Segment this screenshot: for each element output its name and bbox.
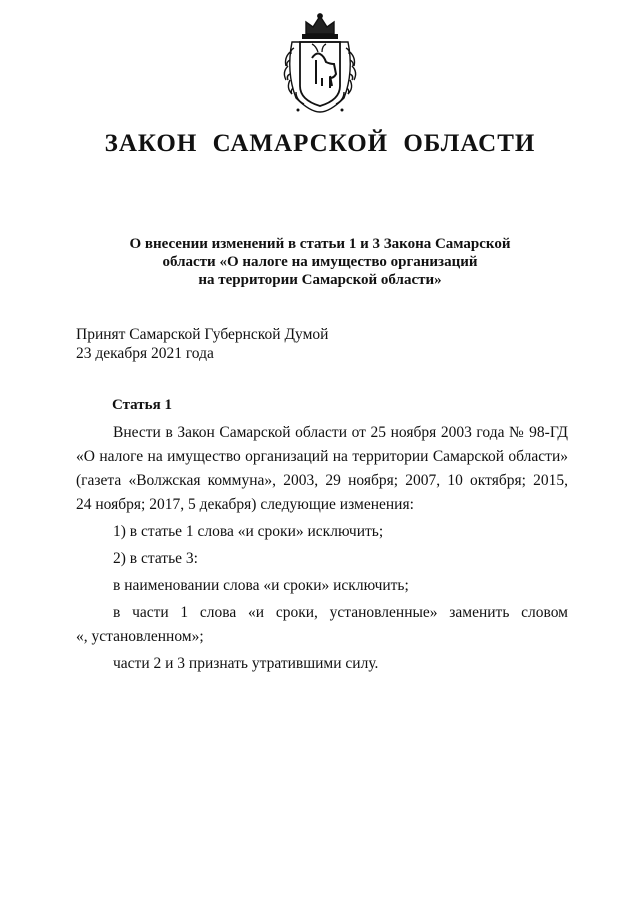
law-title: ЗАКОН САМАРСКОЙ ОБЛАСТИ (104, 130, 536, 157)
amendment-item-2b-cont: «, установленном»; (76, 628, 204, 645)
amendment-item-2b: в части 1 слова «и сроки, установленные» заменить словом (113, 604, 568, 621)
intro-line: 24 ноября; 2017, 5 декабря) следующие изменения: (76, 496, 414, 513)
subject-line: области «О налоге на имущество организаций (162, 254, 478, 270)
samara-coat-of-arms-icon (276, 12, 364, 116)
amendment-item-1: 1) в статье 1 слова «и сроки» исключить; (113, 523, 384, 540)
adoption-note (76, 325, 328, 363)
amendment-item-2c: части 2 и 3 признать утратившими силу. (113, 655, 379, 672)
article-body (76, 421, 568, 676)
intro-line: Внести в Закон Самарской области от 25 ноября 2003 года № 98-ГД (113, 424, 568, 441)
subject-line: О внесении изменений в статьи 1 и 3 Закона Самарской (129, 236, 511, 252)
adoption-body: Принят Самарской Губернской Думой (76, 326, 329, 343)
intro-line: «О налоге на имущество организаций на территории Самарской области» (76, 448, 568, 465)
article-heading: Статья 1 (112, 397, 172, 413)
amendment-item-2a: в наименовании слова «и сроки» исключить; (113, 577, 409, 594)
intro-line: (газета «Волжская коммуна», 2003, 29 ноября; 2007, 10 октября; 2015, (76, 472, 568, 489)
law-subject (110, 235, 530, 289)
adoption-date: 23 декабря 2021 года (76, 345, 214, 362)
subject-line: на территории Самарской области» (198, 272, 442, 288)
amendment-item-2: 2) в статье 3: (113, 550, 198, 567)
